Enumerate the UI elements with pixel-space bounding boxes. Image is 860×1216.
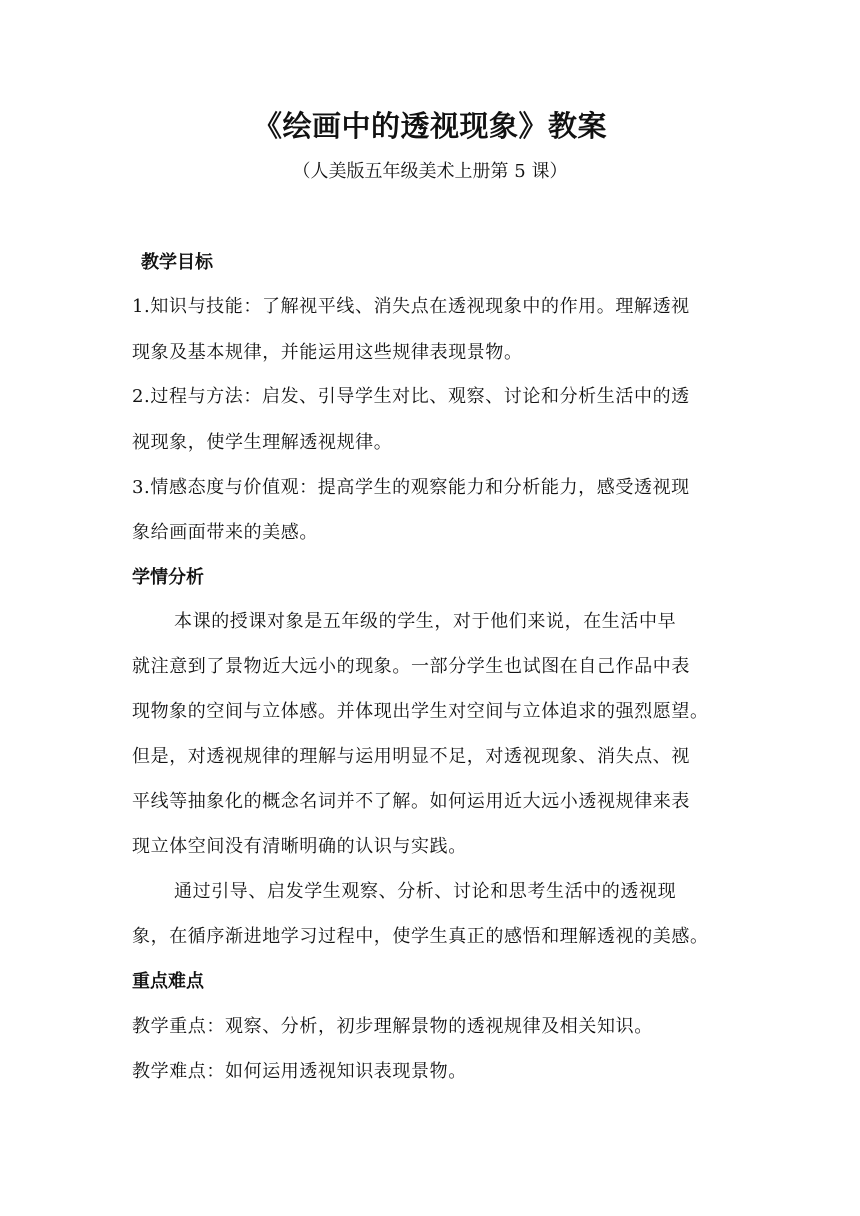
document-subtitle: （人美版五年级美术上册第 5 课） <box>292 161 568 182</box>
analysis-line: 但是，对透视规律的理解与运用明显不足，对透视现象、消失点、视 <box>132 746 690 767</box>
analysis-line: 现立体空间没有清晰明确的认识与实践。 <box>132 836 467 857</box>
section-heading-objectives: 教学目标 <box>141 252 213 273</box>
analysis-line: 平线等抽象化的概念名词并不了解。如何运用近大远小透视规律来表 <box>132 791 690 812</box>
key-points-line: 教学难点：如何运用透视知识表现景物。 <box>132 1061 467 1082</box>
objectives-line: 视现象，使学生理解透视规律。 <box>132 432 393 453</box>
analysis-line: 象，在循序渐进地学习过程中，使学生真正的感悟和理解透视的美感。 <box>132 926 709 947</box>
section-heading-analysis: 学情分析 <box>132 567 204 588</box>
key-points-line: 教学重点：观察、分析，初步理解景物的透视规律及相关知识。 <box>132 1016 653 1037</box>
objectives-line: 3.情感态度与价值观：提高学生的观察能力和分析能力，感受透视现 <box>132 477 690 498</box>
analysis-line: 现物象的空间与立体感。并体现出学生对空间与立体追求的强烈愿望。 <box>132 701 709 722</box>
section-heading-key-points: 重点难点 <box>132 971 204 992</box>
analysis-line: 本课的授课对象是五年级的学生，对于他们来说，在生活中早 <box>174 611 677 632</box>
objectives-line: 1.知识与技能：了解视平线、消失点在透视现象中的作用。理解透视 <box>132 296 690 317</box>
document-title: 《绘画中的透视现象》教案 <box>252 109 607 143</box>
analysis-line: 通过引导、启发学生观察、分析、讨论和思考生活中的透视现 <box>174 881 677 902</box>
objectives-line: 现象及基本规律，并能运用这些规律表现景物。 <box>132 342 523 363</box>
objectives-line: 2.过程与方法：启发、引导学生对比、观察、讨论和分析生活中的透 <box>132 386 690 407</box>
objectives-line: 象给画面带来的美感。 <box>132 522 318 543</box>
analysis-line: 就注意到了景物近大远小的现象。一部分学生也试图在自己作品中表 <box>132 656 690 677</box>
